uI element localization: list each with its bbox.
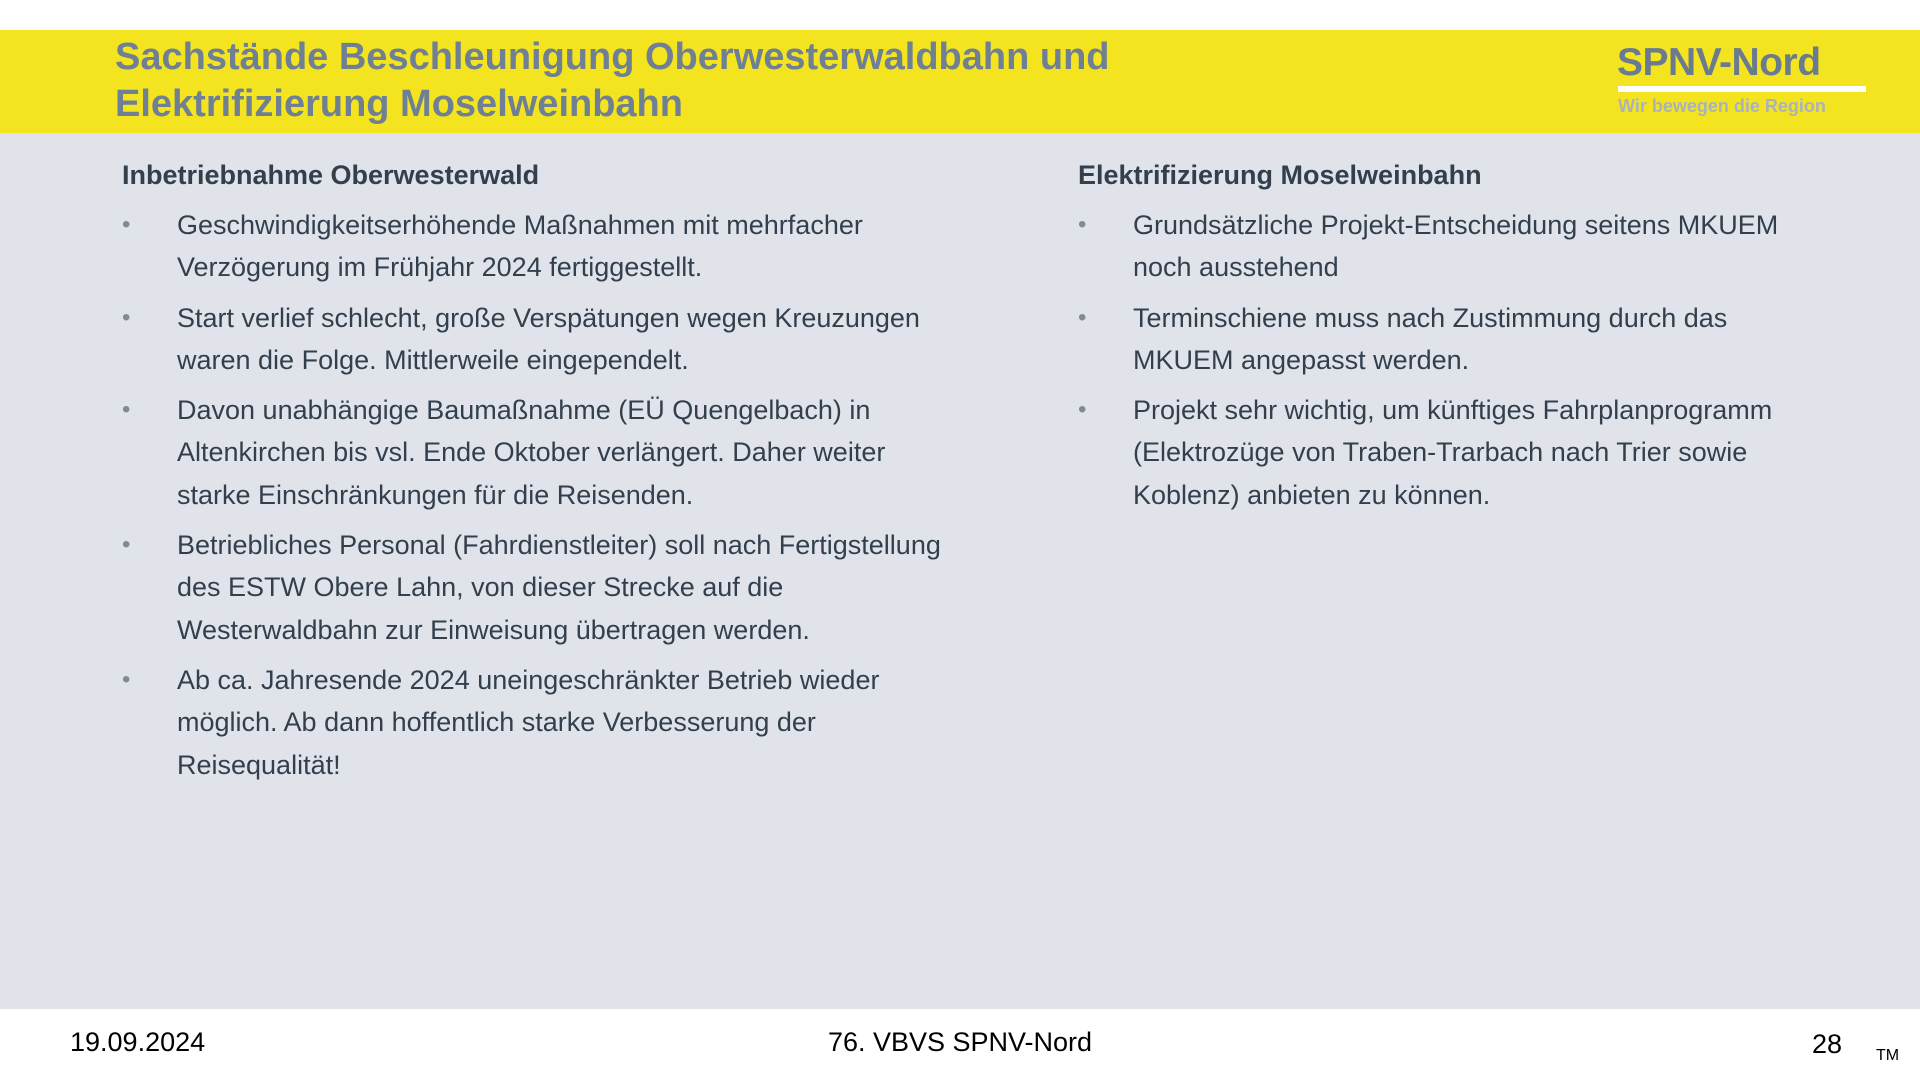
slide-title-line-2: Elektrifizierung Moselweinbahn: [115, 83, 683, 125]
bullet-icon: •: [1078, 396, 1087, 424]
list-item: [122, 524, 952, 651]
list-item: [122, 659, 952, 786]
right-column: [1078, 156, 1818, 524]
list-item-text: Projekt sehr wichtig, um künftiges Fahrplanprogramm (Elektrozüge von Traben-Trarbach nach Trier sowie Koblenz) anbieten zu können.: [1133, 395, 1773, 510]
footer-date: 19.09.2024: [70, 1027, 206, 1057]
slide-title: [115, 34, 1415, 128]
logo-underline: [1618, 86, 1866, 92]
bullet-icon: •: [122, 303, 131, 331]
right-column-heading: Elektrifizierung Moselweinbahn: [1078, 160, 1482, 190]
list-item: [1078, 297, 1818, 382]
footer-event-title: 76. VBVS SPNV-Nord: [827, 1027, 1093, 1057]
list-item-text: Ab ca. Jahresende 2024 uneingeschränkter Betrieb wieder möglich. Ab dann hoffentlich starke Verbesserung der Reisequalität!: [177, 664, 880, 780]
list-item: [122, 297, 952, 382]
list-item-text: Betriebliches Personal (Fahrdienstleiter) soll nach Fertigstellung des ESTW Obere Lahn, von dieser Strecke auf die Westerwaldbahn zur Einweisung übertragen werden.: [177, 530, 941, 645]
bullet-icon: •: [122, 531, 131, 559]
list-item: [122, 204, 952, 289]
bullet-icon: •: [1078, 211, 1087, 238]
list-item-text: Geschwindigkeitserhöhende Maßnahmen mit mehrfacher Verzögerung im Frühjahr 2024 fertiggestellt.: [177, 210, 863, 283]
list-item-text: Davon unabhängige Baumaßnahme (EÜ Quengelbach) in Altenkirchen bis vsl. Ende Oktober verlängert. Daher weiter starke Einschränkungen für die Reisenden.: [177, 395, 886, 510]
left-column-heading: Inbetriebnahme Oberwesterwald: [122, 160, 540, 190]
trademark-mark: TM: [1876, 1047, 1900, 1064]
page-number: 28: [1812, 1029, 1843, 1059]
logo-tagline: Wir bewegen die Region: [1618, 96, 1826, 116]
list-item-text: Grundsätzliche Projekt-Entscheidung seitens MKUEM noch ausstehend: [1133, 210, 1779, 283]
list-item-text: Terminschiene muss nach Zustimmung durch das MKUEM angepasst werden.: [1133, 302, 1728, 375]
list-item: [1078, 204, 1818, 289]
bullet-icon: •: [1078, 303, 1087, 331]
left-bullet-list: [122, 204, 952, 786]
list-item: [122, 389, 952, 516]
bullet-icon: •: [122, 665, 131, 693]
right-bullet-list: [1078, 204, 1818, 516]
list-item: [1078, 389, 1818, 516]
slide-title-line-1: Sachstände Beschleunigung Oberwesterwaldbahn und: [115, 36, 1110, 78]
list-item-text: Start verlief schlecht, große Verspätungen wegen Kreuzungen waren die Folge. Mittlerweile eingependelt.: [177, 302, 920, 375]
left-column: [122, 156, 952, 794]
bullet-icon: •: [122, 396, 131, 424]
bullet-icon: •: [122, 211, 131, 238]
logo-name: SPNV-Nord: [1617, 41, 1821, 84]
spnv-nord-logo: [1617, 40, 1867, 120]
